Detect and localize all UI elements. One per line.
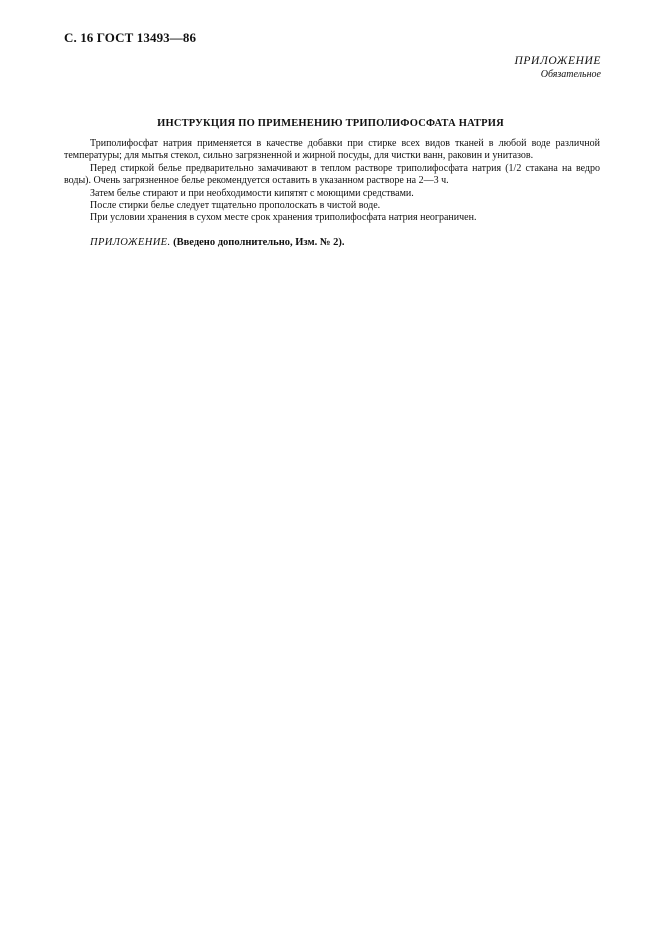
amendment-note-text: (Введено дополнительно, Изм. № 2). — [173, 236, 345, 248]
appendix-label: ПРИЛОЖЕНИЕ — [514, 55, 601, 67]
paragraph-soaking: Перед стиркой белье предварительно замачивают в теплом растворе триполифосфата натрия (1/2 стакана на ведро воды). Очень загрязненное белье рекомендуется оставить в указанном растворе на 2—3 ч. — [64, 162, 600, 187]
paragraph-washing: Затем белье стирают и при необходимости кипятят с моющими средствами. — [90, 187, 414, 199]
document-body — [64, 138, 600, 249]
page-header: С. 16 ГОСТ 13493—86 — [64, 30, 197, 45]
amendment-note-label: ПРИЛОЖЕНИЕ. — [90, 236, 171, 248]
appendix-block — [515, 55, 601, 81]
amendment-note — [64, 237, 600, 249]
appendix-status: Обязательное — [540, 69, 601, 80]
document-title: ИНСТРУКЦИЯ ПО ПРИМЕНЕНИЮ ТРИПОЛИФОСФАТА НАТРИЯ — [157, 118, 504, 129]
paragraph-storage: При условии хранения в сухом месте срок хранения триполифосфата натрия неограничен. — [90, 212, 477, 224]
paragraph-rinsing: После стирки белье следует тщательно прополоскать в чистой воде. — [90, 200, 381, 212]
paragraph-usage: Триполифосфат натрия применяется в качестве добавки при стирке всех видов тканей в любой воде различной температуры; для мытья стекол, сильно загрязненной и жирной посуды, для чистки ванн, раковин и унитазов. — [64, 138, 600, 162]
